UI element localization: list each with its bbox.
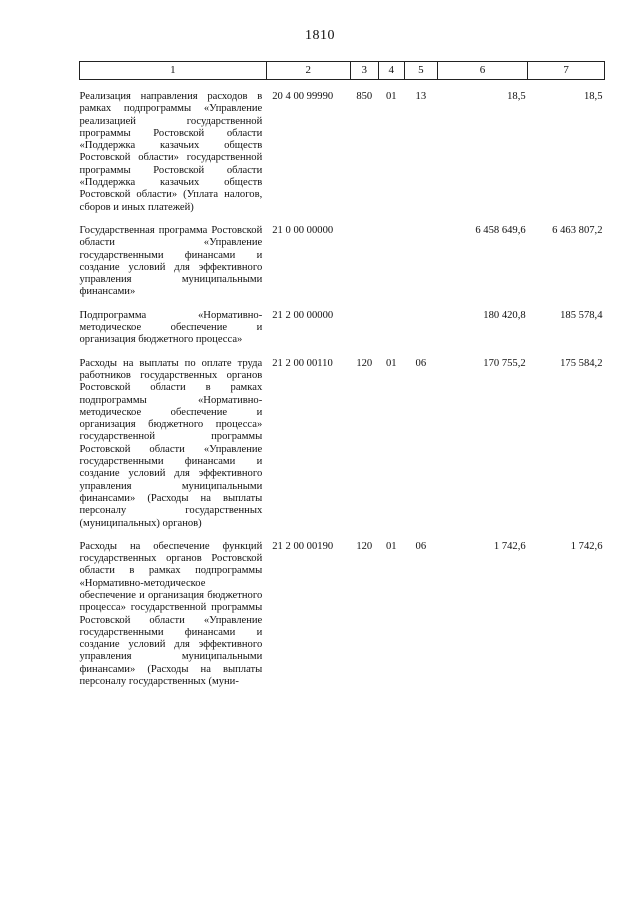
row-name: Государственная программа Ростовской области «Управление государственными финансами и создание условий для эффективного управления муниципальными финансами»: [79, 224, 263, 298]
row-value-2: 185 578,4: [560, 309, 603, 321]
row-pr: 06: [415, 540, 427, 552]
table-row: [80, 91, 605, 214]
row-rz: [378, 225, 404, 299]
row-value-1: 1 742,6: [493, 540, 526, 552]
table-header-row: [80, 62, 605, 80]
header-col-7: 7: [528, 62, 605, 80]
row-value-2: 1 742,6: [570, 540, 603, 552]
header-col-4: 4: [378, 62, 404, 80]
page-number: 1810: [305, 28, 335, 43]
row-pr: [404, 310, 437, 347]
row-value-1: 18,5: [507, 91, 526, 102]
header-col-2: 2: [266, 62, 350, 80]
row-value-2: 6 463 807,2: [552, 224, 603, 236]
row-rz: 01: [385, 540, 397, 552]
row-value-1: 6 458 649,6: [475, 224, 526, 236]
table-row: [80, 358, 605, 530]
row-code: 21 2 00 00110: [272, 357, 333, 369]
header-col-3: 3: [350, 62, 378, 80]
row-code: 21 0 00 00000: [272, 224, 334, 236]
row-value-2: 18,5: [583, 91, 603, 102]
row-rz: [378, 310, 404, 347]
row-pr: [404, 225, 437, 299]
row-vr: [350, 225, 378, 299]
row-code: 21 2 00 00000: [272, 309, 334, 321]
header-col-1: 1: [80, 62, 267, 80]
row-name: Реализация направления расходов в рамках подпрограммы «Управление реализацией государственной программы Ростовской области «Поддержка казачьих обществ Ростовской области» государственной программы Ростовской области «Поддержка казачьих обществ Ростовской области» (Уплата налогов, сборов и иных платежей): [79, 91, 263, 213]
row-vr: 120: [356, 357, 373, 369]
header-col-5: 5: [404, 62, 437, 80]
row-vr: [350, 310, 378, 347]
row-value-1: 170 755,2: [483, 357, 526, 369]
row-code: 20 4 00 99990: [272, 91, 334, 102]
table-row: [80, 541, 605, 689]
row-pr: 13: [415, 91, 427, 102]
row-vr: 850: [356, 91, 373, 102]
row-code: 21 2 00 00190: [272, 540, 334, 552]
row-rz: 01: [385, 357, 397, 369]
row-rz: 01: [385, 91, 397, 102]
row-value-2: 175 584,2: [560, 357, 603, 369]
budget-table: [79, 61, 605, 688]
row-name: Расходы на выплаты по оплате труда работников государственных органов Ростовской области в рамках подпрограммы «Нормативно-методическое обеспечение и организация бюджетного процесса» государственной программы Ростовской области «Управление государственными финансами и создание условий для эффективного управления муниципальными финансами» (Расходы на выплаты персоналу государственных (муниципальных) органов): [79, 357, 263, 529]
row-name: Подпрограмма «Нормативно-методическое обеспечение и организация бюджетного процесса»: [79, 309, 263, 346]
table-row: [80, 310, 605, 347]
row-pr: 06: [415, 357, 427, 369]
row-vr: 120: [356, 540, 373, 552]
table-row: [80, 225, 605, 299]
row-value-1: 180 420,8: [483, 309, 526, 321]
header-col-6: 6: [437, 62, 527, 80]
row-name: Расходы на обеспечение функций государственных органов Ростовской области в рамках подпрограммы «Нормативно-методическое обеспечение и организация бюджетного процесса» государственной программы Ростовской области «Управление государственными финансами и создание условий для эффективного управления муниципальными финансами» (Расходы на выплаты персоналу государственных (муни-: [79, 540, 263, 688]
